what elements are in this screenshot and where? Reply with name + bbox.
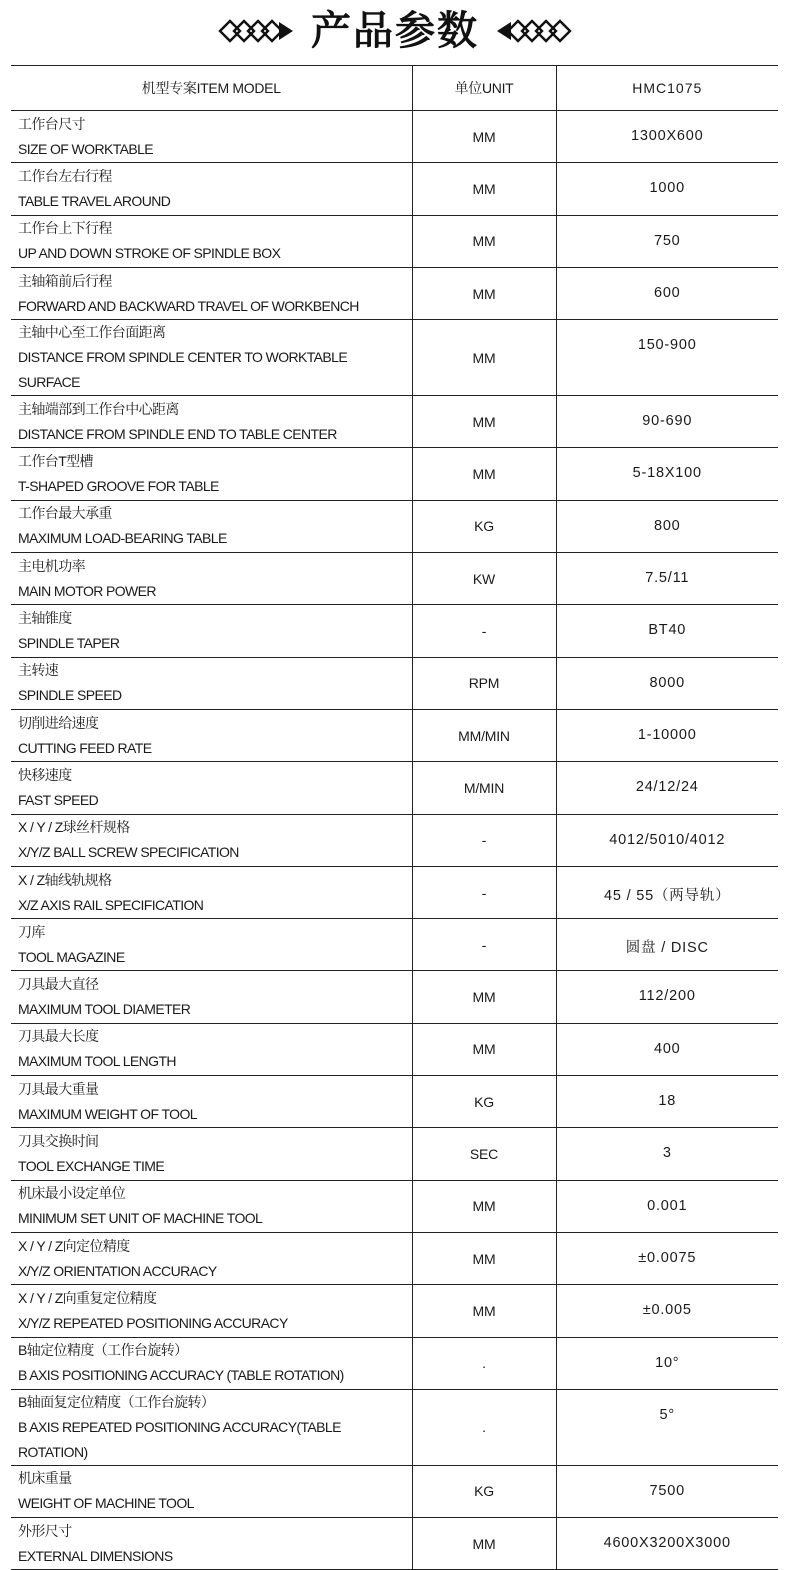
param-value: 3	[556, 1128, 778, 1180]
param-name-en: EXTERNAL DIMENSIONS	[18, 1547, 173, 1564]
param-name-cell	[11, 1232, 412, 1284]
param-name-zh: 主电机功率	[18, 557, 85, 574]
param-name-cell	[11, 762, 412, 814]
param-unit: MM	[412, 448, 556, 500]
param-name-en: UP AND DOWN STROKE OF SPINDLE BOX	[18, 245, 281, 262]
param-name-en: SIZE OF WORKTABLE	[18, 140, 154, 157]
param-name-en: FORWARD AND BACKWARD TRAVEL OF WORKBENCH	[18, 297, 359, 314]
param-name-en: B AXIS REPEATED POSITIONING ACCURACY(TABLE ROTATION)	[18, 1418, 341, 1460]
param-name-cell	[11, 320, 412, 396]
param-unit: .	[412, 1389, 556, 1465]
table-row	[11, 1076, 778, 1128]
param-name-zh: X / Y / Z向定位精度	[18, 1237, 130, 1254]
table-row	[11, 1337, 778, 1389]
param-value: 5-18X100	[556, 448, 778, 500]
param-name-en: WEIGHT OF MACHINE TOOL	[18, 1495, 194, 1512]
param-name-en: DISTANCE FROM SPINDLE END TO TABLE CENTER	[18, 425, 337, 442]
param-value: 1000	[556, 163, 778, 215]
param-name-zh: B轴定位精度（工作台旋转）	[18, 1342, 188, 1359]
param-name-cell	[11, 971, 412, 1023]
table-row	[11, 1128, 778, 1180]
table-row	[11, 762, 778, 814]
param-name-cell	[11, 1128, 412, 1180]
param-value: 10°	[556, 1337, 778, 1389]
param-value: 7500	[556, 1465, 778, 1517]
table-row	[11, 657, 778, 709]
param-name-cell	[11, 163, 412, 215]
param-value: 0.001	[556, 1180, 778, 1232]
header-item-model: 机型专案ITEM MODEL	[141, 80, 281, 96]
param-name-en: X/Y/Z REPEATED POSITIONING ACCURACY	[18, 1314, 288, 1331]
param-value: 112/200	[556, 971, 778, 1023]
param-name-en: X/Z AXIS RAIL SPECIFICATION	[18, 896, 204, 913]
param-name-zh: 工作台T型槽	[18, 453, 93, 470]
param-name-en: MINIMUM SET UNIT OF MACHINE TOOL	[18, 1210, 263, 1227]
table-row	[11, 971, 778, 1023]
param-name-en: MAXIMUM LOAD-BEARING TABLE	[18, 530, 227, 547]
table-row	[11, 111, 778, 163]
param-unit: KG	[412, 1076, 556, 1128]
param-name-cell	[11, 1023, 412, 1075]
table-row	[11, 500, 778, 552]
param-name-en: B AXIS POSITIONING ACCURACY (TABLE ROTATION)	[18, 1367, 344, 1384]
param-unit: MM	[412, 971, 556, 1023]
param-name-cell	[11, 1389, 412, 1465]
param-unit: -	[412, 605, 556, 657]
param-name-en: TOOL EXCHANGE TIME	[18, 1157, 165, 1174]
param-value: 4600X3200X3000	[556, 1518, 778, 1570]
param-name-zh: X / Z轴线轨规格	[18, 871, 112, 888]
param-unit: KG	[412, 500, 556, 552]
param-unit: MM	[412, 1285, 556, 1337]
param-name-en: SPINDLE SPEED	[18, 687, 122, 704]
param-value: ±0.005	[556, 1285, 778, 1337]
param-name-en: FAST SPEED	[18, 791, 99, 808]
param-name-en: TOOL MAGAZINE	[18, 948, 125, 965]
param-name-zh: 刀具最大长度	[18, 1028, 99, 1045]
param-name-en: DISTANCE FROM SPINDLE CENTER TO WORKTABLE SURFACE	[18, 349, 348, 391]
table-row	[11, 1023, 778, 1075]
param-unit: KW	[412, 553, 556, 605]
param-name-zh: 刀具交换时间	[18, 1132, 99, 1149]
param-unit: KG	[412, 1465, 556, 1517]
param-value: 750	[556, 215, 778, 267]
param-name-en: MAXIMUM TOOL LENGTH	[18, 1053, 176, 1070]
table-row	[11, 605, 778, 657]
param-unit: MM	[412, 267, 556, 319]
title-bar	[0, 0, 790, 62]
param-name-zh: 工作台左右行程	[18, 167, 112, 184]
param-value: 1-10000	[556, 709, 778, 761]
param-value: BT40	[556, 605, 778, 657]
table-row	[11, 396, 778, 448]
chain-ornament-left-icon	[217, 18, 297, 44]
table-row	[11, 919, 778, 971]
param-name-cell	[11, 448, 412, 500]
param-name-zh: 工作台尺寸	[18, 115, 85, 132]
table-row	[11, 814, 778, 866]
param-name-cell	[11, 1180, 412, 1232]
param-value: 18	[556, 1076, 778, 1128]
param-unit: MM	[412, 320, 556, 396]
table-row	[11, 553, 778, 605]
param-name-en: MAXIMUM WEIGHT OF TOOL	[18, 1105, 197, 1122]
param-value: 4012/5010/4012	[556, 814, 778, 866]
param-name-en: MAIN MOTOR POWER	[18, 582, 156, 599]
param-name-cell	[11, 605, 412, 657]
param-value: 1300X600	[556, 111, 778, 163]
param-name-en: CUTTING FEED RATE	[18, 739, 152, 756]
param-value: 600	[556, 267, 778, 319]
param-name-cell	[11, 657, 412, 709]
param-name-zh: 主轴箱前后行程	[18, 272, 112, 289]
param-name-zh: 主轴中心至工作台面距离	[18, 324, 166, 341]
table-row	[11, 215, 778, 267]
param-value: 800	[556, 500, 778, 552]
param-name-zh: 主转速	[18, 662, 59, 679]
param-name-cell	[11, 814, 412, 866]
param-unit: .	[412, 1337, 556, 1389]
param-unit: -	[412, 919, 556, 971]
param-name-zh: B轴面复定位精度（工作台旋转）	[18, 1393, 215, 1410]
param-name-cell	[11, 111, 412, 163]
param-unit: MM	[412, 111, 556, 163]
param-unit: MM/MIN	[412, 709, 556, 761]
param-name-zh: 刀具最大重量	[18, 1080, 99, 1097]
param-name-en: X/Y/Z ORIENTATION ACCURACY	[18, 1262, 217, 1279]
param-unit: MM	[412, 396, 556, 448]
param-name-zh: 外形尺寸	[18, 1522, 72, 1539]
header-model-name: HMC1075	[556, 66, 778, 111]
param-name-cell	[11, 1518, 412, 1570]
param-name-cell	[11, 396, 412, 448]
table-row	[11, 267, 778, 319]
param-value: 400	[556, 1023, 778, 1075]
table-row	[11, 1518, 778, 1570]
table-row	[11, 320, 778, 396]
table-row	[11, 866, 778, 918]
param-name-zh: 刀具最大直径	[18, 976, 99, 993]
param-value: ±0.0075	[556, 1232, 778, 1284]
param-value: 圆盘 / DISC	[556, 919, 778, 971]
table-header	[11, 66, 778, 111]
chain-ornament-right-icon	[493, 18, 573, 44]
param-name-cell	[11, 500, 412, 552]
table-row	[11, 1465, 778, 1517]
param-unit: MM	[412, 1232, 556, 1284]
spec-table	[11, 65, 778, 1570]
param-name-en: TABLE TRAVEL AROUND	[18, 192, 171, 209]
param-name-zh: 主轴端部到工作台中心距离	[18, 400, 179, 417]
param-name-zh: 工作台上下行程	[18, 220, 112, 237]
param-name-en: SPINDLE TAPER	[18, 635, 120, 652]
param-name-cell	[11, 267, 412, 319]
table-row	[11, 709, 778, 761]
param-unit: M/MIN	[412, 762, 556, 814]
param-name-cell	[11, 1337, 412, 1389]
table-row	[11, 1389, 778, 1465]
param-name-cell	[11, 553, 412, 605]
table-row	[11, 1232, 778, 1284]
param-value: 90-690	[556, 396, 778, 448]
param-name-zh: 刀库	[18, 923, 45, 940]
param-name-cell	[11, 919, 412, 971]
param-unit: MM	[412, 1518, 556, 1570]
param-name-cell	[11, 215, 412, 267]
table-row	[11, 1180, 778, 1232]
param-unit: MM	[412, 163, 556, 215]
param-name-zh: X / Y / Z向重复定位精度	[18, 1289, 157, 1306]
param-unit: MM	[412, 215, 556, 267]
table-row	[11, 1285, 778, 1337]
table-row	[11, 448, 778, 500]
param-value: 8000	[556, 657, 778, 709]
param-unit: RPM	[412, 657, 556, 709]
param-unit: MM	[412, 1023, 556, 1075]
param-name-zh: 切削进给速度	[18, 714, 99, 731]
param-value: 45 / 55（两导轨）	[556, 866, 778, 918]
param-name-cell	[11, 1285, 412, 1337]
param-value: 24/12/24	[556, 762, 778, 814]
param-name-cell	[11, 709, 412, 761]
page-title: 产品参数	[311, 8, 479, 54]
param-unit: MM	[412, 1180, 556, 1232]
param-name-cell	[11, 866, 412, 918]
param-name-cell	[11, 1465, 412, 1517]
param-name-zh: 工作台最大承重	[18, 505, 112, 522]
param-unit: -	[412, 866, 556, 918]
param-name-en: MAXIMUM TOOL DIAMETER	[18, 1001, 191, 1018]
param-value: 5°	[556, 1389, 778, 1465]
header-unit: 单位UNIT	[412, 66, 556, 111]
param-value: 7.5/11	[556, 553, 778, 605]
table-row	[11, 163, 778, 215]
param-name-cell	[11, 1076, 412, 1128]
param-name-zh: X / Y / Z球丝杆规格	[18, 819, 130, 836]
param-unit: SEC	[412, 1128, 556, 1180]
param-name-zh: 机床最小设定单位	[18, 1185, 126, 1202]
param-name-en: T-SHAPED GROOVE FOR TABLE	[18, 478, 219, 495]
param-name-zh: 主轴锥度	[18, 610, 72, 627]
param-name-zh: 快移速度	[18, 766, 72, 783]
param-unit: -	[412, 814, 556, 866]
param-value: 150-900	[556, 320, 778, 396]
param-name-en: X/Y/Z BALL SCREW SPECIFICATION	[18, 844, 239, 861]
param-name-zh: 机床重量	[18, 1470, 72, 1487]
